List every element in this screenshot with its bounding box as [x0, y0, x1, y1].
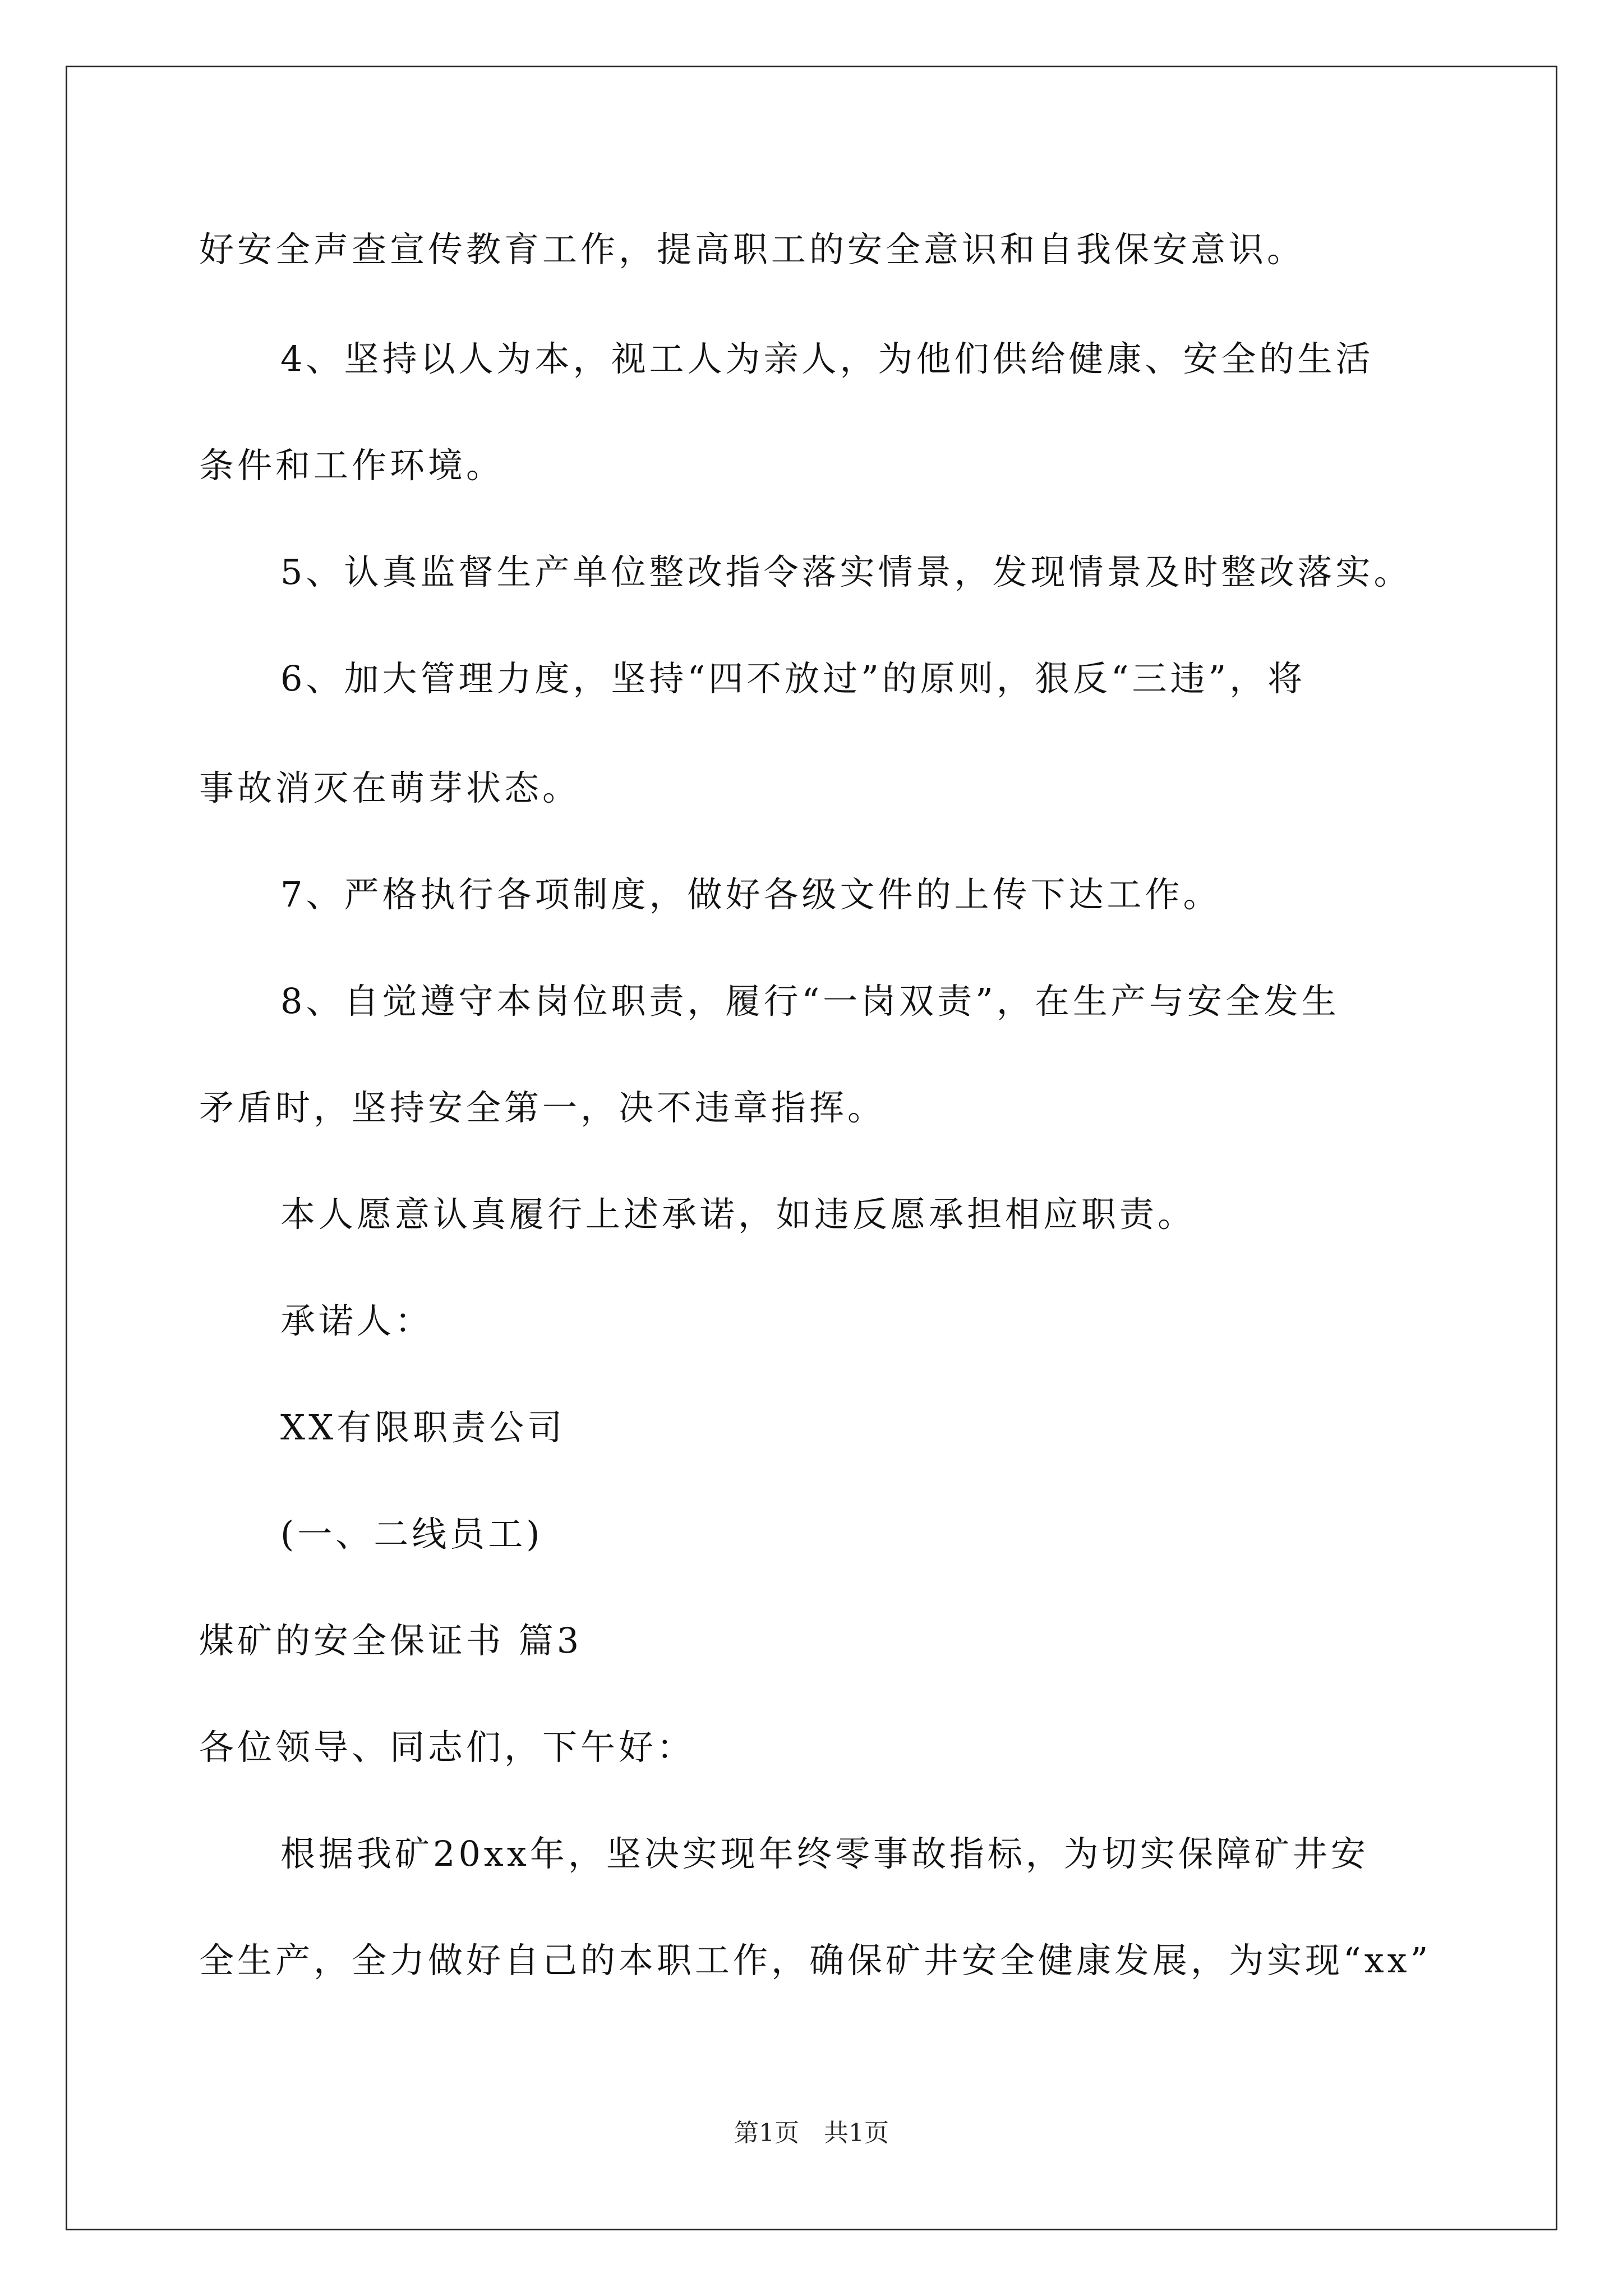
- text-line: 矛盾时，坚持安全第一，决不违章指挥。: [199, 1087, 886, 1128]
- text-line: (一、二线员工): [280, 1513, 543, 1554]
- text-line: 承诺人：: [280, 1300, 434, 1341]
- text-line: XX有限职责公司: [280, 1407, 566, 1448]
- text-line: 根据我矿20xx年，坚决实现年终零事故指标，为切实保障矿井安: [280, 1833, 1369, 1874]
- page-border: [66, 66, 1557, 2230]
- text-line: 6、加大管理力度，坚持“四不放过”的原则，狠反“三违”，将: [280, 658, 1306, 699]
- text-line: 4、坚持以人为本，视工人为亲人，为他们供给健康、安全的生活: [280, 338, 1374, 379]
- text-line: 8、自觉遵守本岗位职责，履行“一岗双责”，在生产与安全发生: [280, 981, 1340, 1022]
- section-heading: 煤矿的安全保证书 篇3: [199, 1620, 583, 1661]
- text-line: 本人愿意认真履行上述承诺，如违反愿承担相应职责。: [280, 1194, 1196, 1235]
- text-line: 条件和工作环境。: [199, 445, 505, 486]
- page-footer: 第1页 共1页: [734, 2119, 889, 2147]
- text-line: 好安全声查宣传教育工作，提高职工的安全意识和自我保安意识。: [199, 229, 1306, 270]
- text-line: 5、认真监督生产单位整改指令落实情景，发现情景及时整改落实。: [280, 551, 1412, 592]
- text-line: 7、严格执行各项制度，做好各级文件的上传下达工作。: [280, 874, 1221, 915]
- text-line: 各位领导、同志们，下午好：: [199, 1727, 695, 1768]
- text-line: 全生产，全力做好自己的本职工作，确保矿井安全健康发展，为实现“xx”: [199, 1940, 1432, 1981]
- text-line: 事故消灭在萌芽状态。: [199, 767, 581, 808]
